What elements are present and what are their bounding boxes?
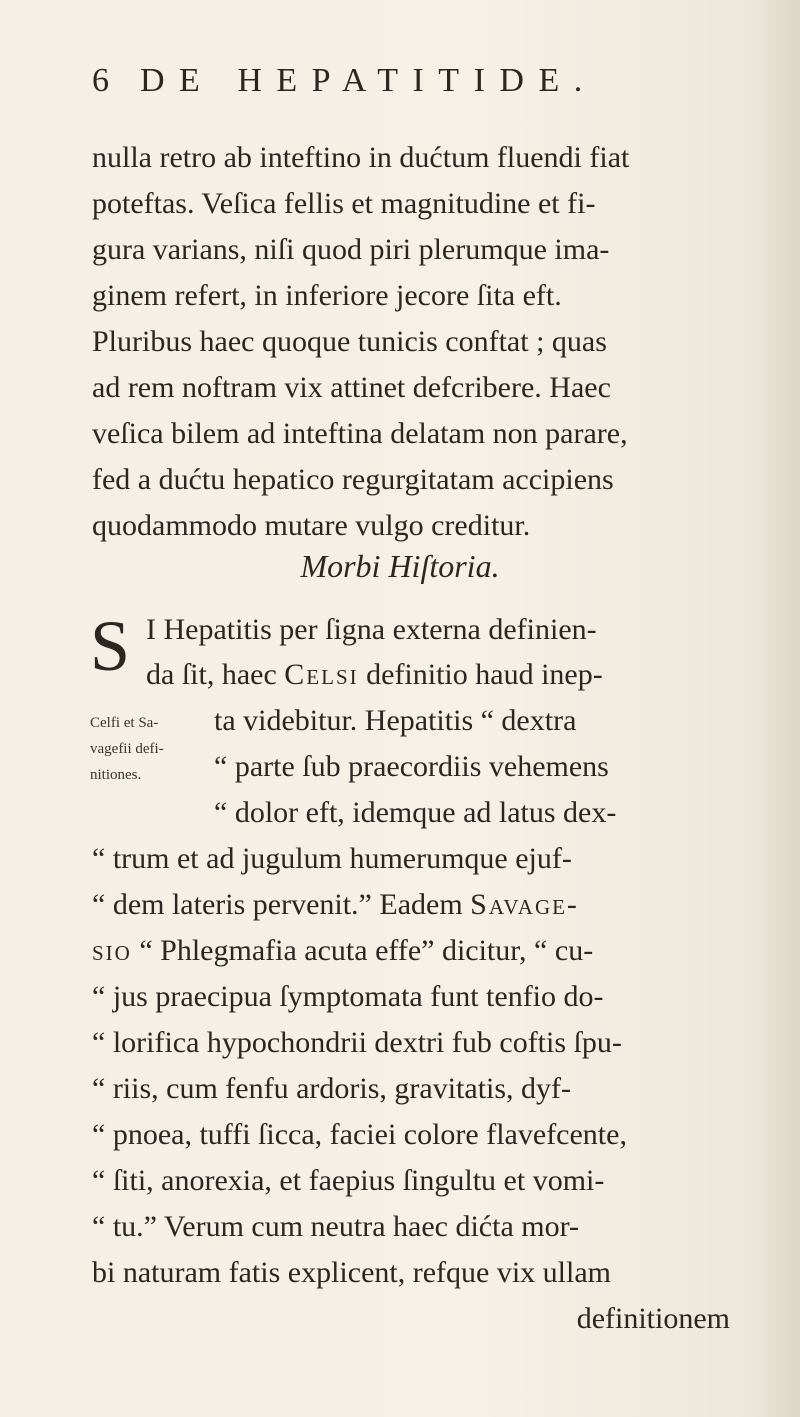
text-line: ad rem noftram vix attinet defcribere. Haec (92, 371, 611, 404)
text-line: “ dolor eft, idemque ad latus dex- (214, 796, 617, 829)
text-line: “ riis, cum fenfu ardoris, gravitatis, dyf- (92, 1072, 572, 1105)
text-line: “ lorifica hypochondrii dextri fub coftis ſpu- (92, 1026, 622, 1059)
text-line: bi naturam fatis explicent, refque vix ullam (92, 1256, 611, 1289)
text-line (92, 890, 579, 920)
text-line: “ pnoea, tuffi ſicca, faciei colore flavefcente, (92, 1118, 627, 1151)
text-line: veſica bilem ad inteftina delatam non parare, (92, 417, 628, 450)
catchword-line: definitionem (576, 1302, 730, 1335)
author-name-savage-cont: sio (92, 934, 132, 967)
margin-note-line: Celfi et Sa- (90, 715, 159, 731)
text-line: I Hepatitis per ſigna externa definien- (146, 613, 597, 646)
text-line: ta videbitur. Hepatitis “ dextra (214, 704, 577, 737)
text-line: “ parte ſub praecordiis vehemens (214, 750, 609, 783)
text-line: ginem refert, in inferiore jecore ſita eft. (92, 279, 562, 312)
margin-note-line: vagefii defi- (90, 741, 164, 757)
author-name-savage: Savage- (470, 888, 579, 921)
text-run: da ſit, haec (146, 658, 285, 691)
page-number: 6 (92, 62, 109, 99)
text-run: “ Phlegmafia acuta effe” dicitur, “ cu- (131, 934, 594, 967)
text-line: “ tu.” Verum cum neutra haec dićta mor- (92, 1210, 579, 1243)
text-line: “ trum et ad jugulum humerumque ejuf- (92, 842, 572, 875)
author-name-celsus: Celsi (284, 658, 359, 691)
text-line (146, 660, 603, 690)
section-title: Morbi Hiſtoria. (300, 548, 500, 584)
text-line: gura varians, niſi quod piri plerumque ima- (92, 233, 610, 266)
text-line (92, 936, 593, 966)
text-run: “ dem lateris pervenit.” Eadem (92, 888, 471, 921)
text-line: “ jus praecipua ſymptomata funt tenfio do- (92, 980, 604, 1013)
text-line: Pluribus haec quoque tunicis conftat ; quas (92, 325, 607, 358)
text-run: definitio haud inep- (358, 658, 603, 691)
text-line: fed a dućtu hepatico regurgitatam accipiens (92, 463, 614, 496)
text-line: poteftas. Veſica fellis et magnitudine et fi- (92, 187, 596, 220)
text-line: quodammodo mutare vulgo creditur. (92, 509, 531, 542)
text-line: nulla retro ab inteftino in dućtum fluendi fiat (92, 141, 630, 174)
running-header (92, 62, 752, 110)
drop-cap: S (90, 606, 131, 686)
running-title: DE HEPATITIDE. (140, 62, 597, 99)
margin-note-line: nitiones. (90, 767, 142, 783)
text-line: “ ſiti, anorexia, et faepius ſingultu et vomi- (92, 1164, 605, 1197)
